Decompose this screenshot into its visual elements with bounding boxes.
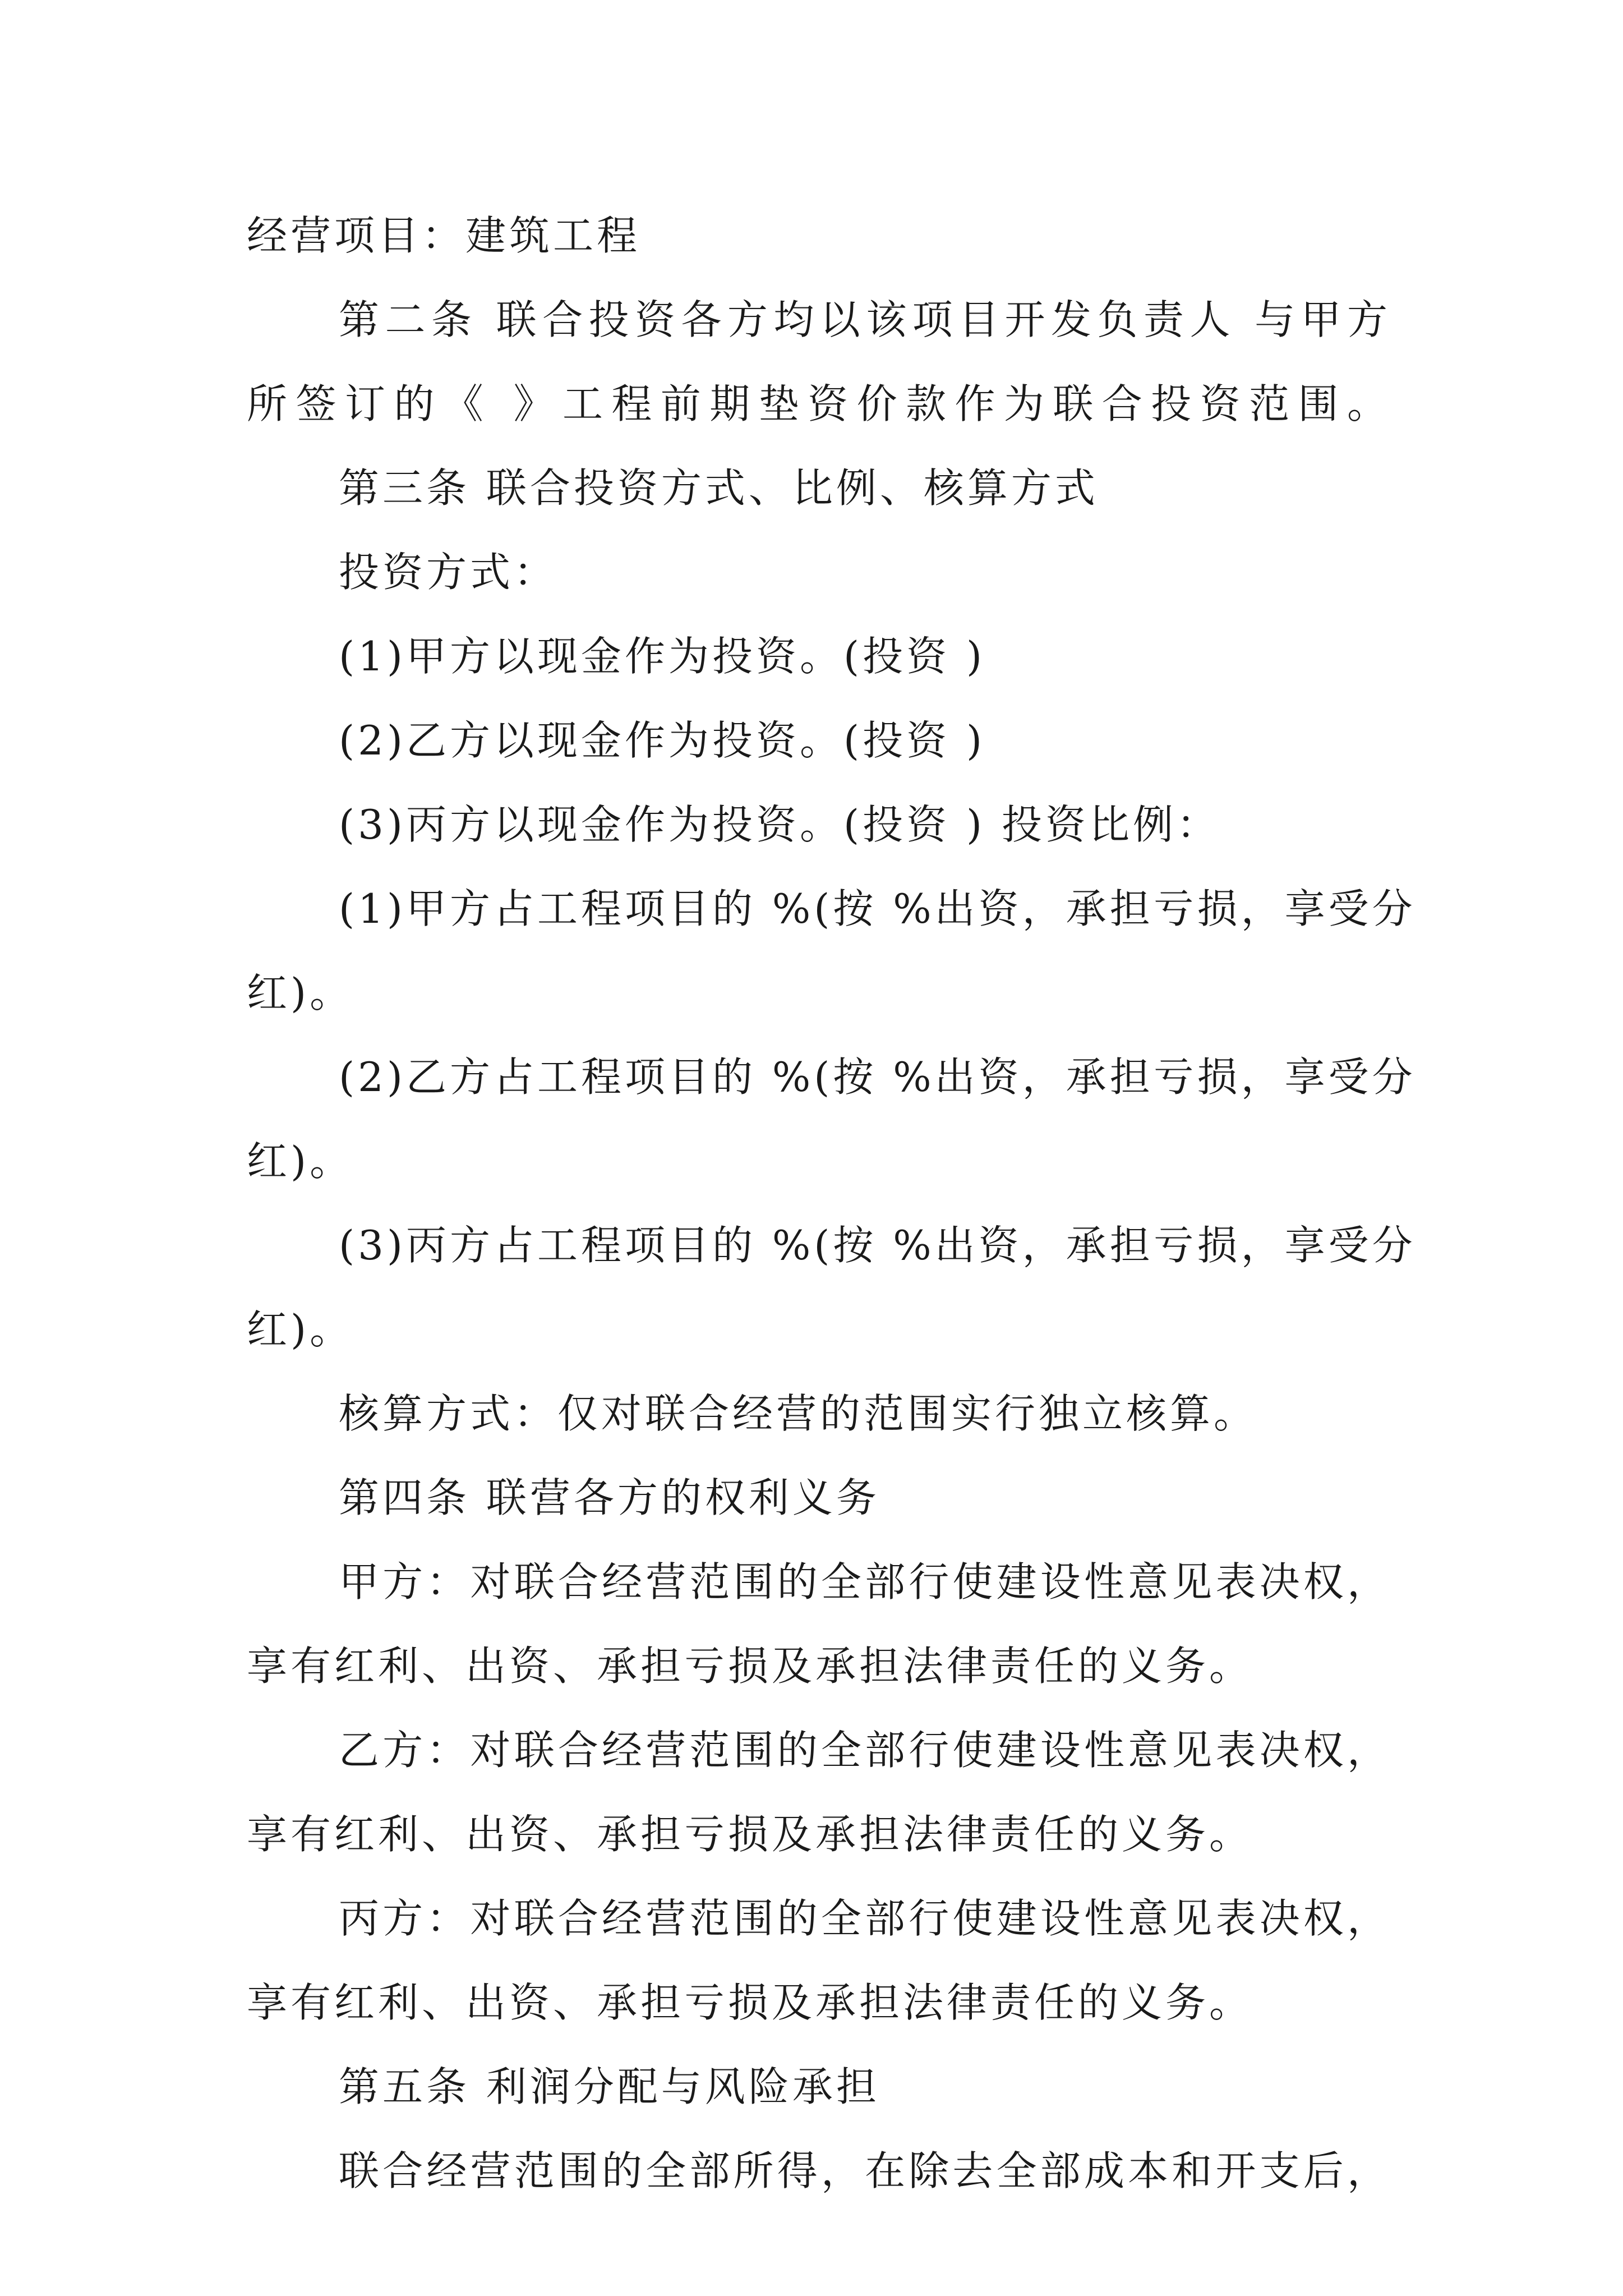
text-line: 经营项目：建筑工程 — [247, 212, 641, 259]
text-line: 红)。 — [247, 969, 354, 1016]
text-line: (1)甲方以现金作为投资。(投资 ) — [339, 633, 986, 680]
text-line: 第三条 联合投资方式、比例、核算方式 — [339, 464, 1099, 512]
text-line: 享有红利、出资、承担亏损及承担法律责任的义务。 — [247, 1979, 1253, 2026]
text-line: 甲方：对联合经营范围的全部行使建设性意见表决权， — [339, 1558, 1391, 1605]
text-line: 第二条 联合投资各方均以该项目开发负责人 与甲方 — [339, 296, 1391, 343]
text-line: 享有红利、出资、承担亏损及承担法律责任的义务。 — [247, 1642, 1253, 1690]
text-line: 乙方：对联合经营范围的全部行使建设性意见表决权， — [339, 1727, 1391, 1774]
text-line: 投资方式： — [339, 549, 558, 596]
text-line: (3)丙方占工程项目的 %(按 %出资，承担亏损，享受分 — [339, 1222, 1416, 1269]
text-line: 核算方式：仅对联合经营的范围实行独立核算。 — [339, 1390, 1258, 1437]
text-line: 联合经营范围的全部所得，在除去全部成本和开支后， — [339, 2147, 1391, 2194]
text-line: 第五条 利润分配与风险承担 — [339, 2063, 880, 2110]
text-line: (2)乙方以现金作为投资。(投资 ) — [339, 717, 986, 764]
text-line: 丙方：对联合经营范围的全部行使建设性意见表决权， — [339, 1895, 1391, 1942]
text-line: 所签订的《 》工程前期垫资价款作为联合投资范围。 — [247, 380, 1391, 427]
text-line: 享有红利、出资、承担亏损及承担法律责任的义务。 — [247, 1811, 1253, 1858]
text-line: (1)甲方占工程项目的 %(按 %出资，承担亏损，享受分 — [339, 885, 1416, 932]
text-line: (3)丙方以现金作为投资。(投资 ) 投资比例： — [339, 801, 1220, 848]
text-line: 第四条 联营各方的权利义务 — [339, 1474, 880, 1521]
text-line: (2)乙方占工程项目的 %(按 %出资，承担亏损，享受分 — [339, 1053, 1416, 1101]
text-line: 红)。 — [247, 1306, 354, 1353]
text-line: 红)。 — [247, 1138, 354, 1185]
